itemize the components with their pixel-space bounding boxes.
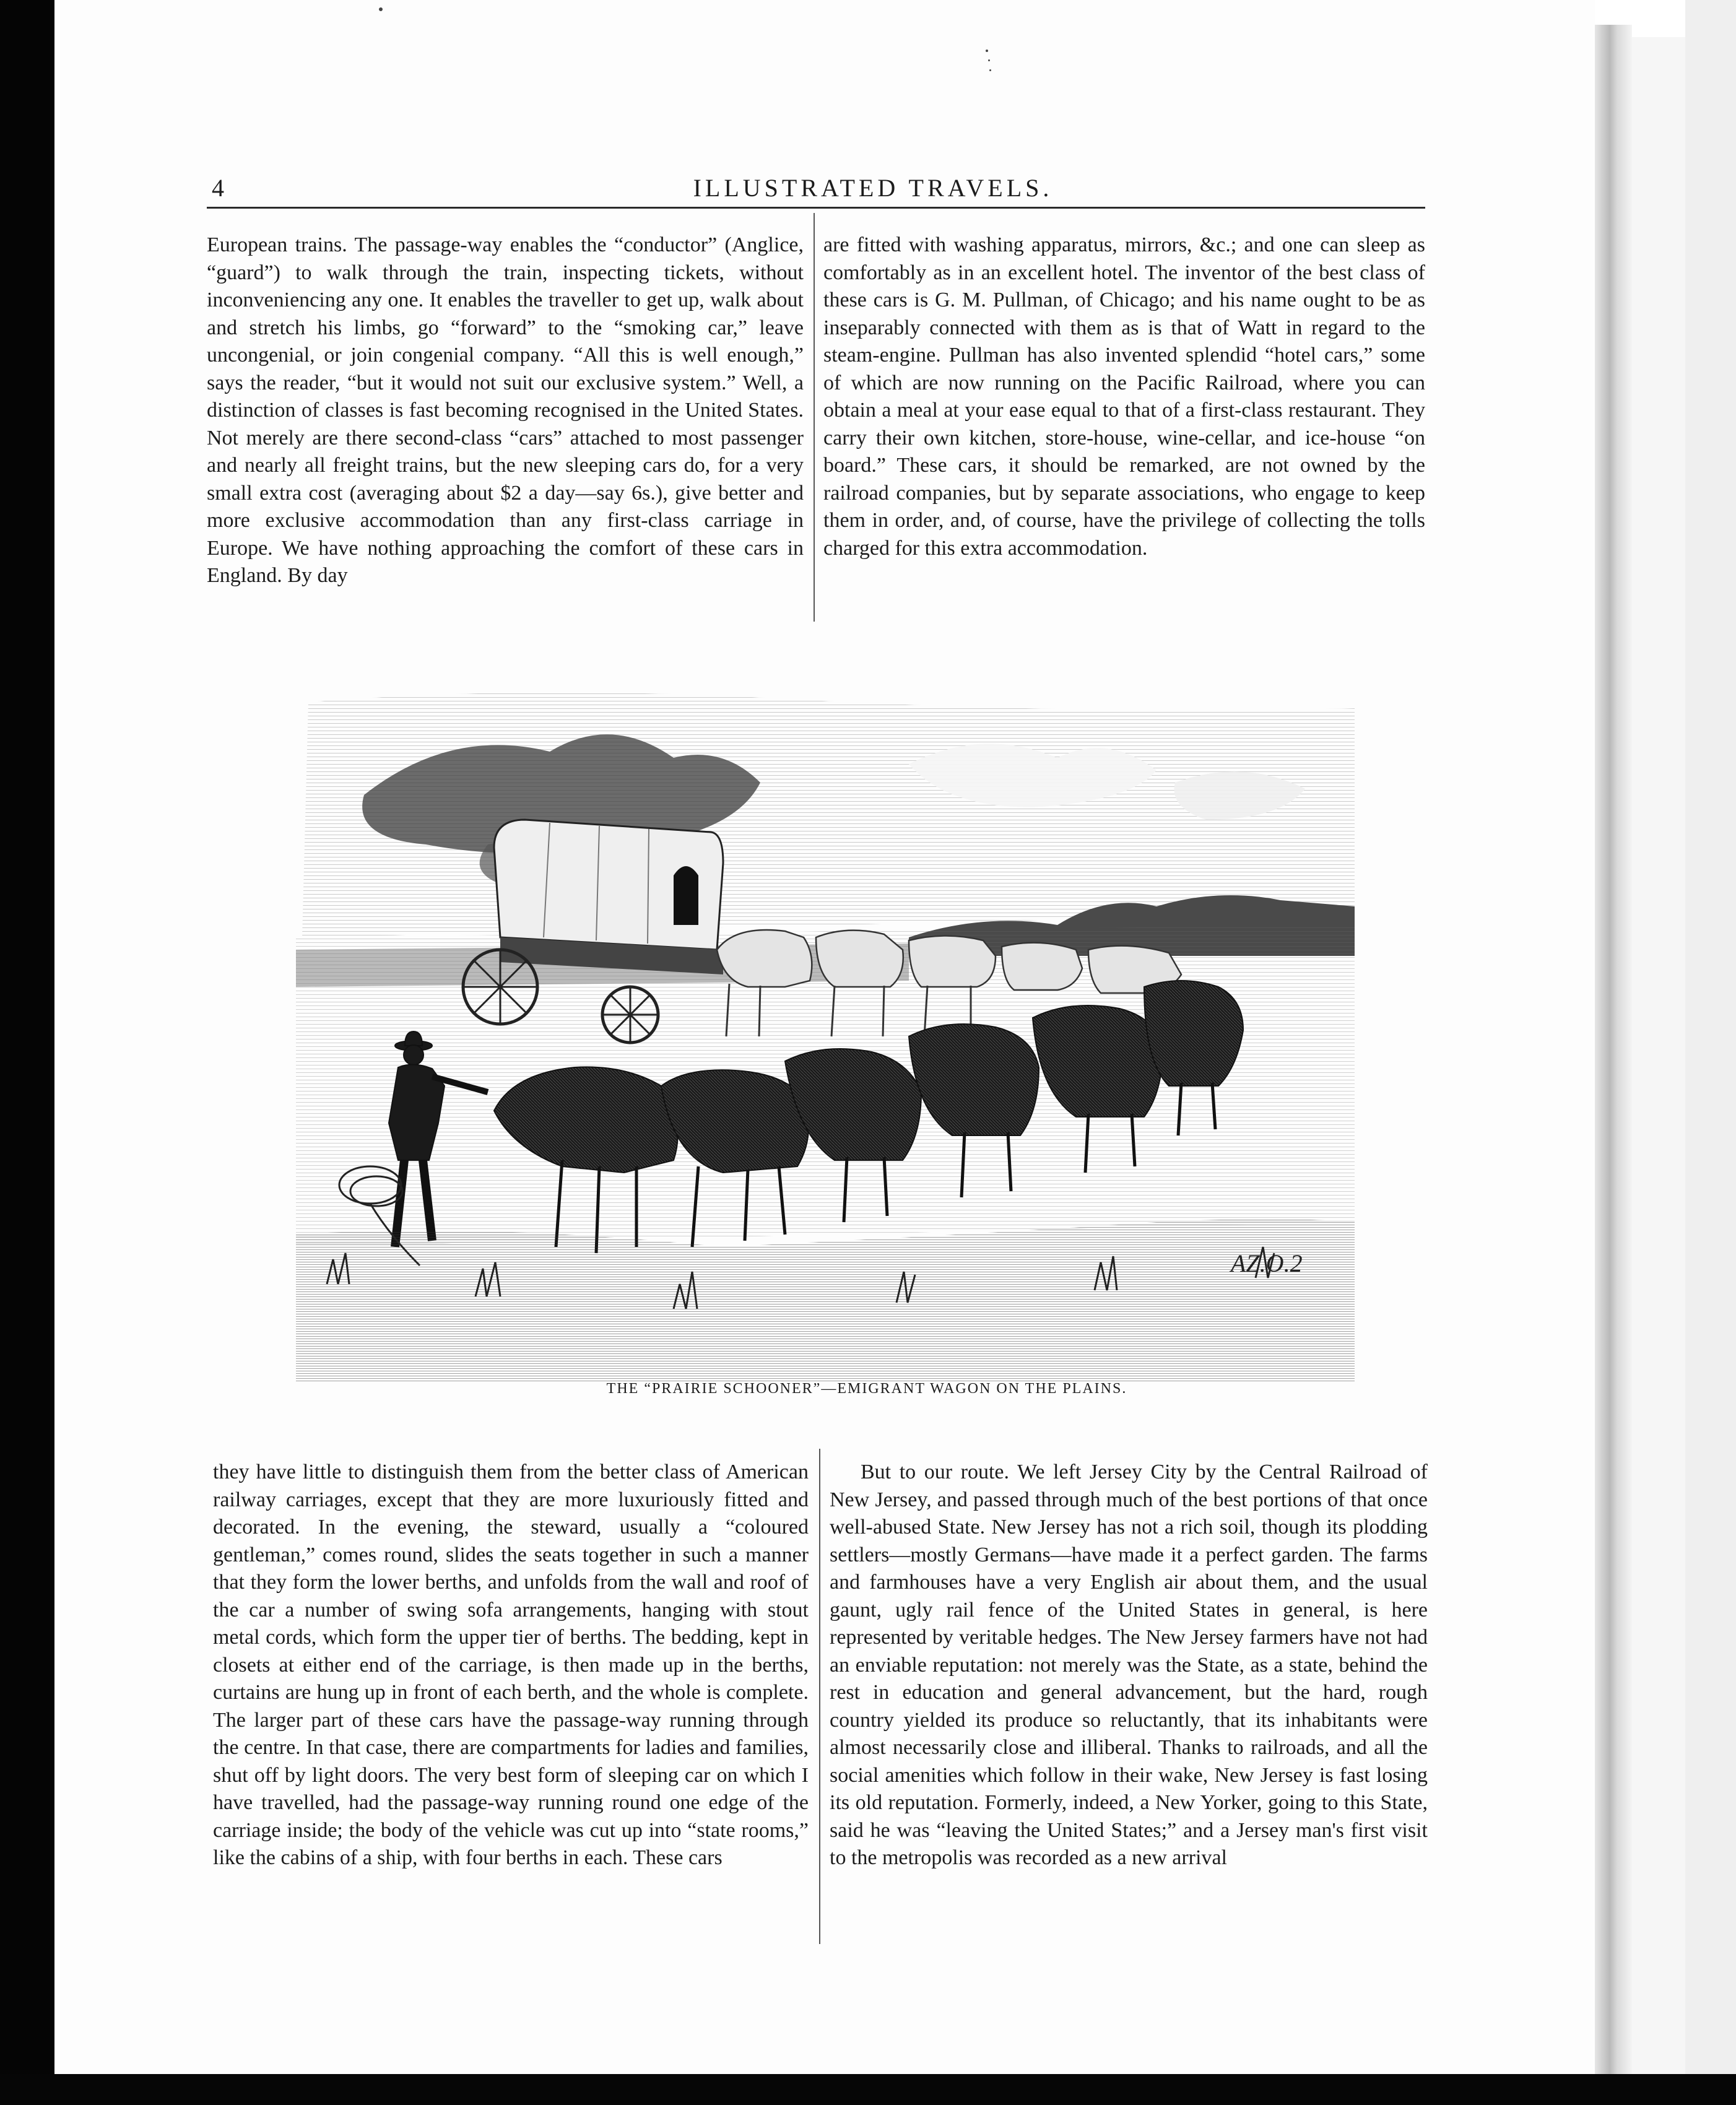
paragraph: European trains. The passage-way enables the “conductor” (Anglice, “guard”) to walk through the train, inspecting tickets, without inconveniencing any one. It enables the traveller to get up, walk about and stretch his limbs, go “forward” to the “smoking car,” leave uncongenial, or join congenial company. “All this is well enough,” says the reader, “but it would not suit our exclusive system.” Well, a distinction of classes is fast becoming recognised in the United States. Not merely are there second-class “cars” attached to most passenger and nearly all freight trains, but the new sleeping cars do, for a very small extra cost (averaging about $2 a day—say 6s.), give better and more exclusive accommodation than any first-class carriage in Europe. We have nothing approaching the comfort of these cars in England. By day bbox=[207, 233, 804, 587]
paragraph: they have little to distinguish them from the better class of American railway carriages, except that they are more luxuriously fitted and decorated. In the evening, the steward, usually a “coloured gentleman,” comes round, slides the seats together in such a manner that they form the lower berths, and unfolds from the wall and roof of the car a number of swing sofa arrangements, hanging with stout metal cords, which form the upper tier of berths. The bedding, kept in closets at either end of the carriage, is then made up in the berths, curtains are hung up in front of each berth, and the whole is complete. The larger part of these cars have the passage-way running through the centre. In that case, there are compartments for ladies and families, shut off by light doors. The very best form of sleeping car on which I have travelled, had the passage-way running round one edge of the carriage inside; the body of the vehicle was cut up into “state rooms,” like the cabins of a ship, with four berths in each. These cars bbox=[213, 1460, 809, 1869]
wagon-wheel-rear bbox=[463, 950, 537, 1024]
prairie-schooner-engraving bbox=[290, 690, 1355, 1395]
artist-monogram: AZ.O.2 bbox=[1231, 1249, 1303, 1277]
column-rule-upper bbox=[814, 213, 815, 622]
foreground-grass bbox=[296, 1219, 1355, 1383]
wagon-wheel-front bbox=[602, 987, 658, 1043]
paragraph: are fitted with washing apparatus, mirrors, &c.; and one can sleep as comfortably as in an excellent hotel. The inventor of the best class of these cars is G. M. Pullman, of Chicago; and his name ought to be as inseparably connected with them as is that of Watt in regard to the steam-engine. Pullman has also invented splendid “hotel cars,” some of which are now running on the Pacific Railroad, where you can obtain a meal at your ease equal to that of a first-class restaurant. They carry their own kitchen, store-house, wine-cellar, and ice-house “on board.” These cars, it should be remarked, are not owned by the railroad companies, but by separate associations, who engage to keep them in order, and, of course, have the privilege of collecting the tolls charged for this extra accommodation. bbox=[823, 233, 1425, 560]
paragraph: But to our route. We left Jersey City by the Central Railroad of New Jersey, and passed through much of the best portions of that once well-abused State. New Jersey has not a rich soil, though its plodding settlers—mostly Germans—have made it a perfect garden. The farms and farmhouses have a very English air about them, and the usual gaunt, ugly rail fence of the United States in general, is here represented by veritable hedges. The New Jersey farmers have not had an enviable reputation: not merely was the State, as a state, behind the rest in education and general advancement, but the hard, rough country yielded its produce so reluctantly, that its inhabitants were almost necessarily close and illiberal. Thanks to railroads, and all the social amenities which follow in their wake, New Jersey is fast losing its old reputation. Formerly, indeed, a New Yorker, going to this State, said he was “leaving the United States;” and a Jersey man's first visit to the metropolis was recorded as a new arrival bbox=[830, 1460, 1428, 1869]
column-rule-lower bbox=[819, 1449, 820, 1944]
text-column-lower-right bbox=[830, 1459, 1428, 1872]
illustration-caption: THE “PRAIRIE SCHOONER”—EMIGRANT WAGON ON THE PLAINS. bbox=[606, 1381, 1127, 1397]
text-column-upper-right bbox=[823, 232, 1425, 562]
next-page-edge bbox=[1632, 37, 1685, 2074]
scan-border-right bbox=[1685, 0, 1736, 2105]
header-rule bbox=[207, 207, 1425, 209]
scan-border-bottom bbox=[0, 2074, 1736, 2105]
running-head: ILLUSTRATED TRAVELS. bbox=[693, 174, 1053, 202]
text-column-lower-left bbox=[213, 1459, 809, 1872]
scan-border-left bbox=[0, 0, 54, 2105]
page-number: 4 bbox=[212, 174, 224, 202]
text-column-upper-left bbox=[207, 232, 804, 590]
page-gutter-shadow bbox=[1595, 25, 1632, 2074]
